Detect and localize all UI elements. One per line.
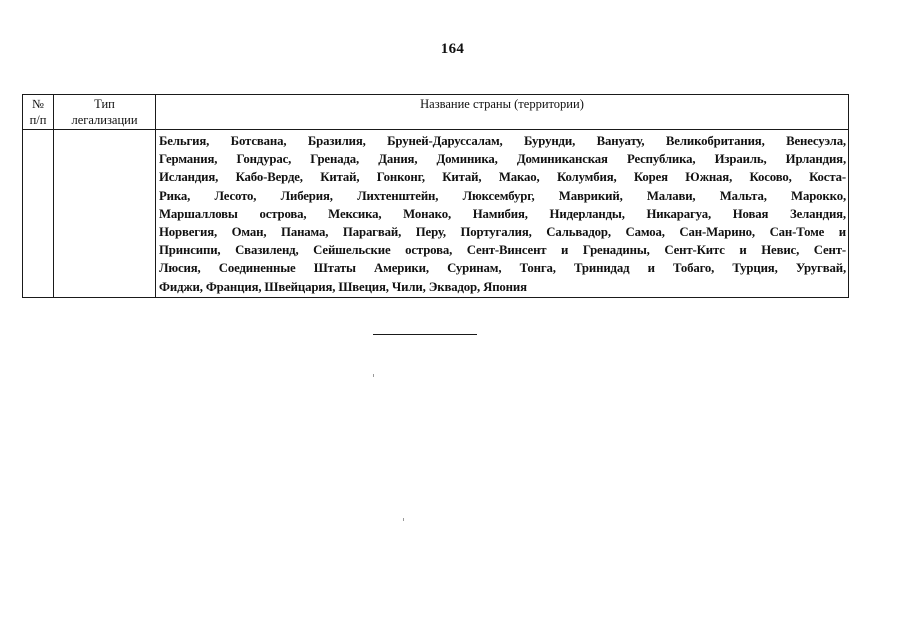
- countries-line: Германия, Гондурас, Гренада, Дания, Доминика, Доминиканская Республика, Израиль, Ирландия,: [159, 152, 846, 167]
- header-country-name: [156, 95, 849, 130]
- header-type-line-1: Тип: [94, 97, 115, 111]
- countries-line: Норвегия, Оман, Панама, Парагвай, Перу, Португалия, Сальвадор, Самоа, Сан-Марино, Сан-Томе и: [159, 225, 846, 240]
- header-country-label: Название страны (территории): [420, 97, 584, 111]
- countries-line: Рика, Лесото, Либерия, Лихтенштейн, Люксембург, Маврикий, Малави, Мальта, Марокко,: [159, 188, 846, 203]
- header-number-line-2: п/п: [29, 113, 47, 127]
- table-row: [23, 130, 849, 298]
- end-of-document-rule: [373, 334, 477, 335]
- row-type-cell: [54, 130, 156, 298]
- countries-line: Люсия, Соединенные Штаты Америки, Суринам, Тонга, Тринидад и Тобаго, Турция, Уругвай,: [159, 261, 846, 276]
- row-number-cell: [23, 130, 54, 298]
- countries-line: Фиджи, Франция, Швейцария, Швеция, Чили, Эквадор, Япония: [159, 279, 527, 294]
- page-number: 164: [440, 41, 465, 57]
- table-header-row: [23, 95, 849, 130]
- header-type-line-2: легализации: [71, 113, 138, 127]
- header-legalization-type: [54, 95, 156, 130]
- header-number: [23, 95, 54, 130]
- countries-line: Бельгия, Ботсвана, Бразилия, Бруней-Даруссалам, Бурунди, Вануату, Великобритания, Венесуэла,: [159, 134, 846, 148]
- legalization-table: [22, 94, 849, 298]
- header-number-line-1: №: [32, 97, 44, 111]
- scan-speck: [403, 518, 404, 521]
- countries-line: Принсипи, Свазиленд, Сейшельские острова, Сент-Винсент и Гренадины, Сент-Китс и Невис, Сент-: [159, 243, 846, 258]
- countries-line: Исландия, Кабо-Верде, Китай, Гонконг, Китай, Макао, Колумбия, Корея Южная, Косово, Коста-: [159, 170, 846, 185]
- countries-cell: [156, 130, 849, 298]
- countries-line: Маршалловы острова, Мексика, Монако, Намибия, Нидерланды, Никарагуа, Новая Зеландия,: [159, 206, 846, 221]
- scan-speck: [373, 374, 374, 377]
